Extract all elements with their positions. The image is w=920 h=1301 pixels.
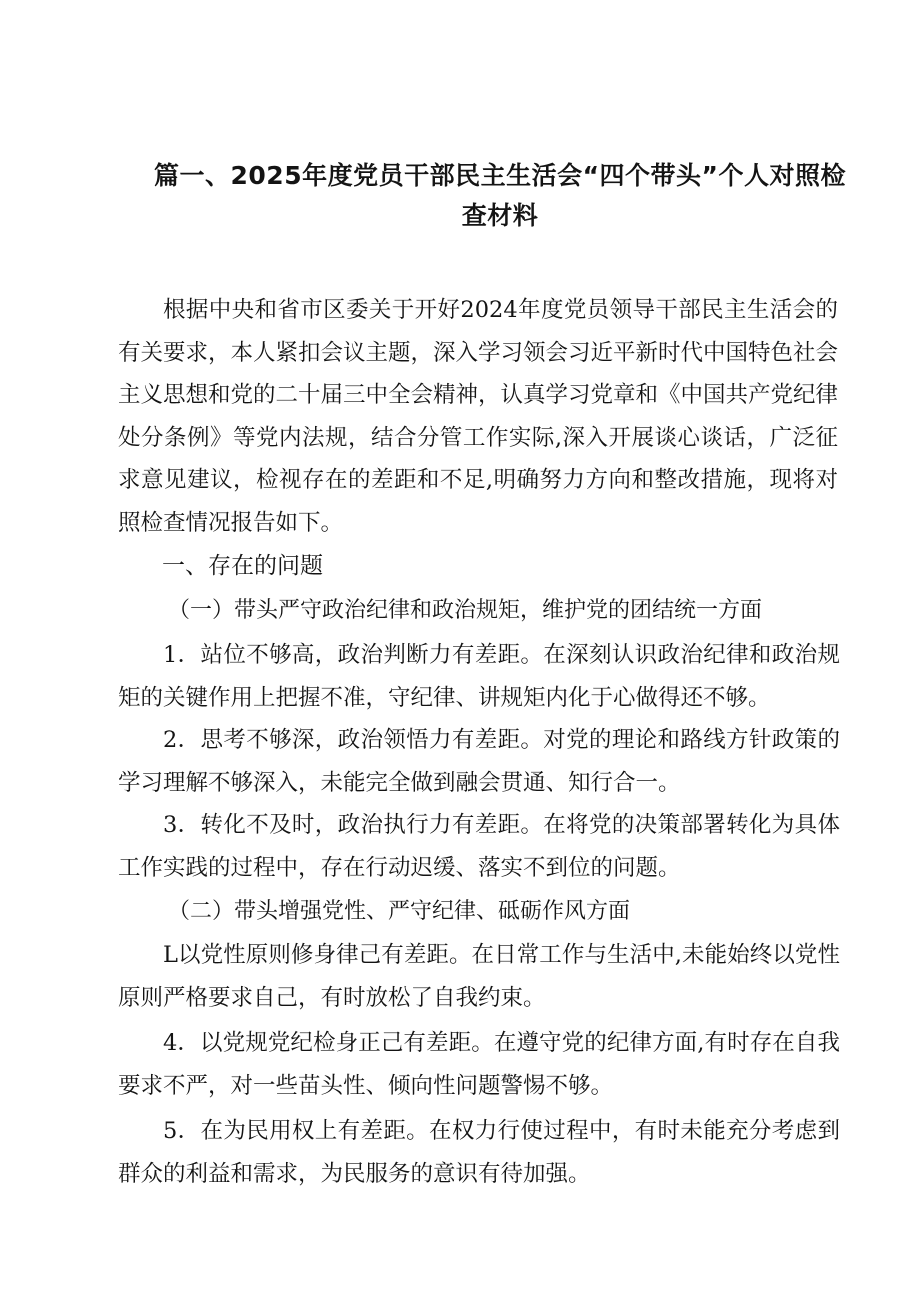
intro-paragraph: 根据中央和省市区委关于开好2024年度党员领导干部民主生活会的有关要求，本人紧扣会议主题，深入学习领会习近平新时代中国特色社会主义思想和党的二十届三中全会精神，认真学习党章和《中国共产党纪律处分条例》等党内法规，结合分管工作实际,深入开展谈心谈话，广泛征求意见建议，检视存在的差距和不足,明确努力方向和整改措施，现将对照检查情况报告如下。 [118, 297, 839, 536]
document-title: 篇一、2025年度党员干部民主生活会“四个带头”个人对照检查材料 [154, 161, 846, 230]
subsection-heading: （一）带头严守政治纪律和政治规矩，维护党的团结统一方面 [168, 598, 763, 623]
list-item: 3．转化不及时，政治执行力有差距。在将党的决策部署转化为具体工作实践的过程中，存在行动迟缓、落实不到位的问题。 [118, 812, 840, 881]
list-item: 2．思考不够深，政治领悟力有差距。对党的理论和路线方针政策的学习理解不够深入，未能完全做到融会贯通、知行合一。 [118, 727, 840, 796]
list-item: L以党性原则修身律己有差距。在日常工作与生活中,未能始终以党性原则严格要求自己，有时放松了自我约束。 [118, 942, 840, 1011]
list-item: 5．在为民用权上有差距。在权力行使过程中，有时未能充分考虑到群众的利益和需求，为民服务的意识有待加强。 [118, 1118, 840, 1187]
section-heading: 一、存在的问题 [162, 553, 323, 579]
subsection-heading: （二）带头增强党性、严守纪律、砥砺作风方面 [168, 899, 631, 924]
list-item: 1．站位不够高，政治判断力有差距。在深刻认识政治纪律和政治规矩的关键作用上把握不准，守纪律、讲规矩内化于心做得还不够。 [118, 642, 840, 711]
list-item: 4．以党规党纪检身正己有差距。在遵守党的纪律方面,有时存在自我要求不严，对一些苗头性、倾向性问题警惕不够。 [118, 1030, 840, 1099]
